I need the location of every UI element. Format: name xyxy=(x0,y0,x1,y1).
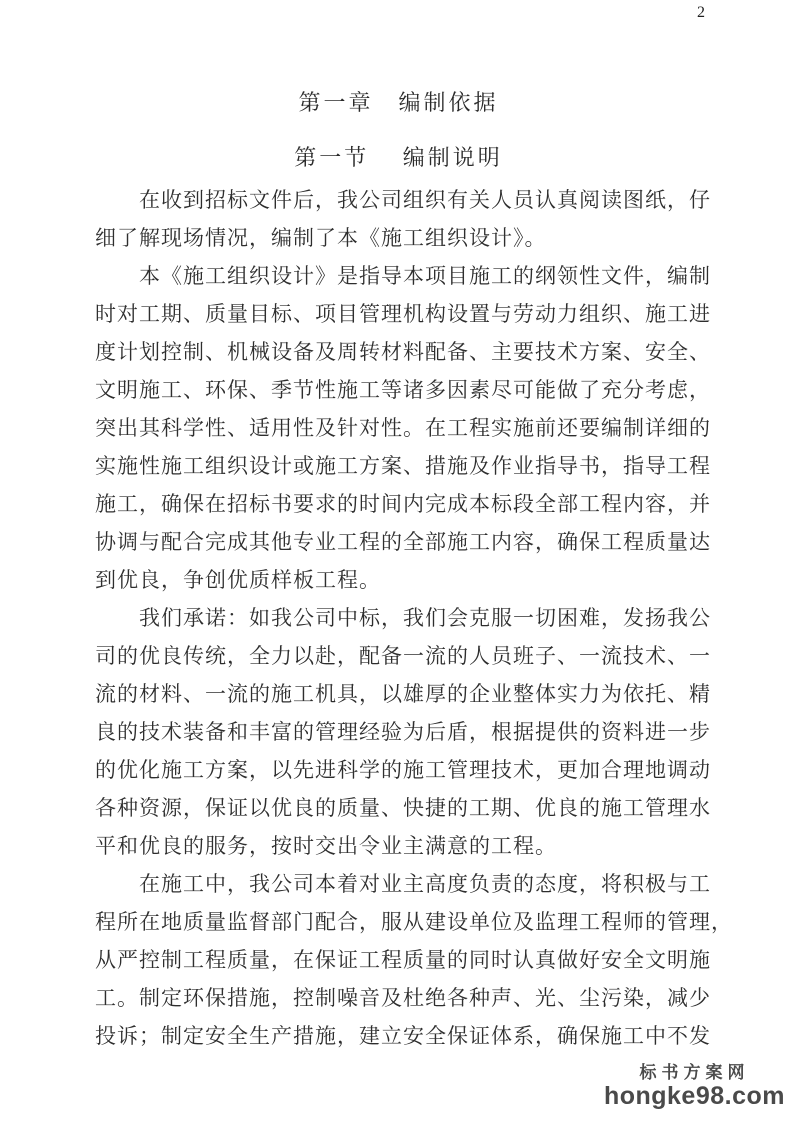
section-title: 第一节 编制说明 xyxy=(294,145,503,170)
text-line: 流的材料、一流的施工机具，以雄厚的企业整体实力为依托、精 xyxy=(95,682,711,706)
watermark xyxy=(604,1063,785,1110)
text-line: 时对工期、质量目标、项目管理机构设置与劳动力组织、施工进 xyxy=(95,302,711,326)
text-line: 施工，确保在招标书要求的时间内完成本标段全部工程内容，并 xyxy=(95,492,711,516)
text-line: 各种资源，保证以优良的质量、快捷的工期、优良的施工管理水 xyxy=(95,796,711,820)
text-line: 协调与配合完成其他专业工程的全部施工内容，确保工程质量达 xyxy=(95,530,711,554)
text-line: 工。制定环保措施，控制噪音及杜绝各种声、光、尘污染，减少 xyxy=(95,986,711,1010)
document-content xyxy=(95,90,733,1055)
text-line: 良的技术装备和丰富的管理经验为后盾，根据提供的资料进一步 xyxy=(95,720,711,744)
watermark-site-url: hongke98.com xyxy=(603,1082,785,1110)
text-line: 本《施工组织设计》是指导本项目施工的纲领性文件，编制 xyxy=(139,264,711,288)
text-line: 我们承诺：如我公司中标，我们会克服一切困难，发扬我公 xyxy=(139,606,711,630)
text-line: 的优化施工方案，以先进科学的施工管理技术，更加合理地调动 xyxy=(95,758,711,782)
text-line: 实施性施工组织设计或施工方案、措施及作业指导书，指导工程 xyxy=(95,454,711,478)
text-line: 投诉；制定安全生产措施，建立安全保证体系，确保施工中不发 xyxy=(95,1024,711,1048)
text-line: 从严控制工程质量，在保证工程质量的同时认真做好安全文明施 xyxy=(95,948,711,972)
text-line: 程所在地质量监督部门配合，服从建设单位及监理工程师的管理， xyxy=(95,910,733,934)
watermark-site-name: 标书方案网 xyxy=(639,1063,750,1082)
text-line: 平和优良的服务，按时交出令业主满意的工程。 xyxy=(95,834,557,858)
chapter-title: 第一章 编制依据 xyxy=(298,90,499,115)
text-line: 度计划控制、机械设备及周转材料配备、主要技术方案、安全、 xyxy=(95,340,711,364)
text-line: 在施工中，我公司本着对业主高度负责的态度，将积极与工 xyxy=(139,872,711,896)
text-line: 细了解现场情况，编制了本《施工组织设计》。 xyxy=(95,226,547,250)
text-line: 司的优良传统，全力以赴，配备一流的人员班子、一流技术、一 xyxy=(95,644,711,668)
text-line: 文明施工、环保、季节性施工等诸多因素尽可能做了充分考虑， xyxy=(95,378,711,402)
text-line: 在收到招标文件后，我公司组织有关人员认真阅读图纸，仔 xyxy=(139,188,711,212)
page-number: 2 xyxy=(697,4,705,21)
text-line: 突出其科学性、适用性及针对性。在工程实施前还要编制详细的 xyxy=(95,416,711,440)
text-line: 到优良，争创优质样板工程。 xyxy=(95,568,381,592)
document-body xyxy=(95,181,733,1055)
